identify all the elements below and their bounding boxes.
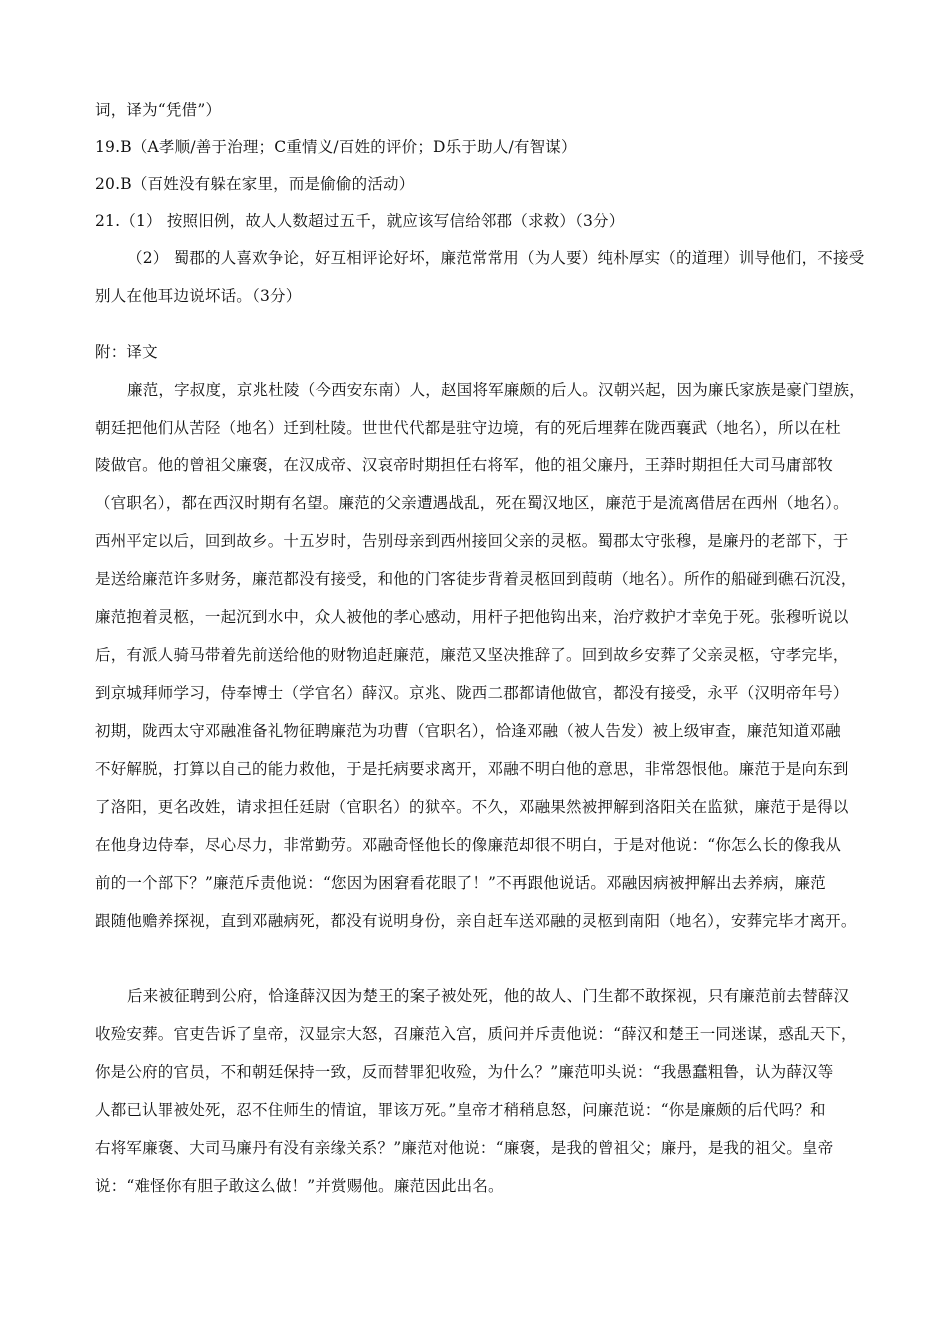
translation-line: 后，有派人骑马带着先前送给他的财物追赶廉范，廉范又坚决推辞了。回到故乡安葬了父亲灵柩，守孝完毕，: [95, 646, 849, 664]
translation-line: 说：“难怪你有胆子敢这么做！”并赏赐他。廉范因此出名。: [95, 1177, 504, 1195]
translation-line: 右将军廉褒、大司马廉丹有没有亲缘关系？”廉范对他说：“廉褒，是我的曾祖父；廉丹，是我的祖父。皇帝: [95, 1139, 834, 1157]
translation-line: 廉范，字叔度，京兆杜陵（今西安东南）人，赵国将军廉颇的后人。汉朝兴起，因为廉氏家族是豪门望族，: [127, 381, 865, 399]
translation-line: 在他身边侍奉，尽心尽力，非常勤劳。邓融奇怪他长的像廉范却很不明白，于是对他说：“你怎么长的像我从: [95, 836, 842, 854]
translation-line: 是送给廉范许多财务，廉范都没有接受，和他的门客徒步背着灵柩回到葭萌（地名）。所作的船碰到礁石沉没，: [95, 570, 857, 588]
translation-line: 前的一个部下？”廉范斥责他说：“您因为困窘看花眼了！”不再跟他说话。邓融因病被押解出去养病，廉范: [95, 874, 826, 892]
translation-line: 朝廷把他们从苦陉（地名）迁到杜陵。世世代代都是驻守边境，有的死后埋葬在陇西襄武（地名），所以在杜: [95, 419, 841, 437]
appendix-label: 附：译文: [95, 343, 158, 361]
translation-line: 跟随他赡养探视，直到邓融病死，都没有说明身份，亲自赶车送邓融的灵柩到南阳（地名），安葬完毕才离开。: [95, 912, 857, 930]
translation-line: 廉范抱着灵柩，一起沉到水中，众人被他的孝心感动，用杆子把他钩出来，治疗救护才幸免于死。张穆听说以: [95, 608, 849, 626]
answer-continuation: 词，译为“凭借”）: [95, 101, 222, 119]
translation-line: 收殓安葬。官吏告诉了皇帝，汉显宗大怒，召廉范入宫，质问并斥责他说：“薛汉和楚王一同迷谋，惑乱天下，: [95, 1025, 857, 1043]
answer-21-part-2: （2） 蜀郡的人喜欢争论，好互相评论好坏，廉范常常用（为人要）纯朴厚实（的道理）训导他们，不接受: [127, 249, 865, 267]
translation-line: 西州平定以后，回到故乡。十五岁时，告别母亲到西州接回父亲的灵柩。蜀郡太守张穆，是廉丹的老部下，于: [95, 532, 849, 550]
translation-line: 了洛阳，更名改姓，请求担任廷尉（官职名）的狱卒。不久，邓融果然被押解到洛阳关在监狱，廉范于是得以: [95, 798, 849, 816]
answer-21-part-1: 21.（1） 按照旧例，故人人数超过五千，就应该写信给邻郡（求救）（3分）: [95, 212, 625, 230]
translation-line: 人都已认罪被处死，忍不住师生的情谊，罪该万死。”皇帝才稍稍息怒，问廉范说：“你是廉颇的后代吗？和: [95, 1101, 826, 1119]
translation-line: 后来被征聘到公府，恰逢薛汉因为楚王的案子被处死，他的故人、门生都不敢探视，只有廉范前去替薛汉: [127, 987, 850, 1005]
answer-19: 19.B（A孝顺/善于治理；C重情义/百姓的评价；D乐于助人/有智谋）: [95, 138, 577, 156]
translation-line: 不好解脱，打算以自己的能力救他，于是托病要求离开，邓融不明白他的意思，非常怨恨他。廉范于是向东到: [95, 760, 849, 778]
translation-line: 到京城拜师学习，侍奉博士（学官名）薛汉。京兆、陇西二郡都请他做官，都没有接受，永平（汉明帝年号）: [95, 684, 849, 702]
translation-line: 你是公府的官员，不和朝廷保持一致，反而替罪犯收殓，为什么？”廉范叩头说：“我愚蠢粗鲁，认为薛汉等: [95, 1063, 834, 1081]
translation-line: （官职名），都在西汉时期有名望。廉范的父亲遭遇战乱，死在蜀汉地区，廉范于是流离借居在西州（地名）。: [95, 494, 849, 512]
translation-line: 初期，陇西太守邓融准备礼物征聘廉范为功曹（官职名），恰逢邓融（被人告发）被上级审查，廉范知道邓融: [95, 722, 841, 740]
translation-line: 陵做官。他的曾祖父廉褒，在汉成帝、汉哀帝时期担任右将军，他的祖父廉丹，王莽时期担任大司马庸部牧: [95, 456, 833, 474]
answer-21-part-2-cont: 别人在他耳边说坏话。（3分）: [95, 287, 302, 305]
answer-20: 20.B（百姓没有躲在家里，而是偷偷的活动）: [95, 175, 415, 193]
